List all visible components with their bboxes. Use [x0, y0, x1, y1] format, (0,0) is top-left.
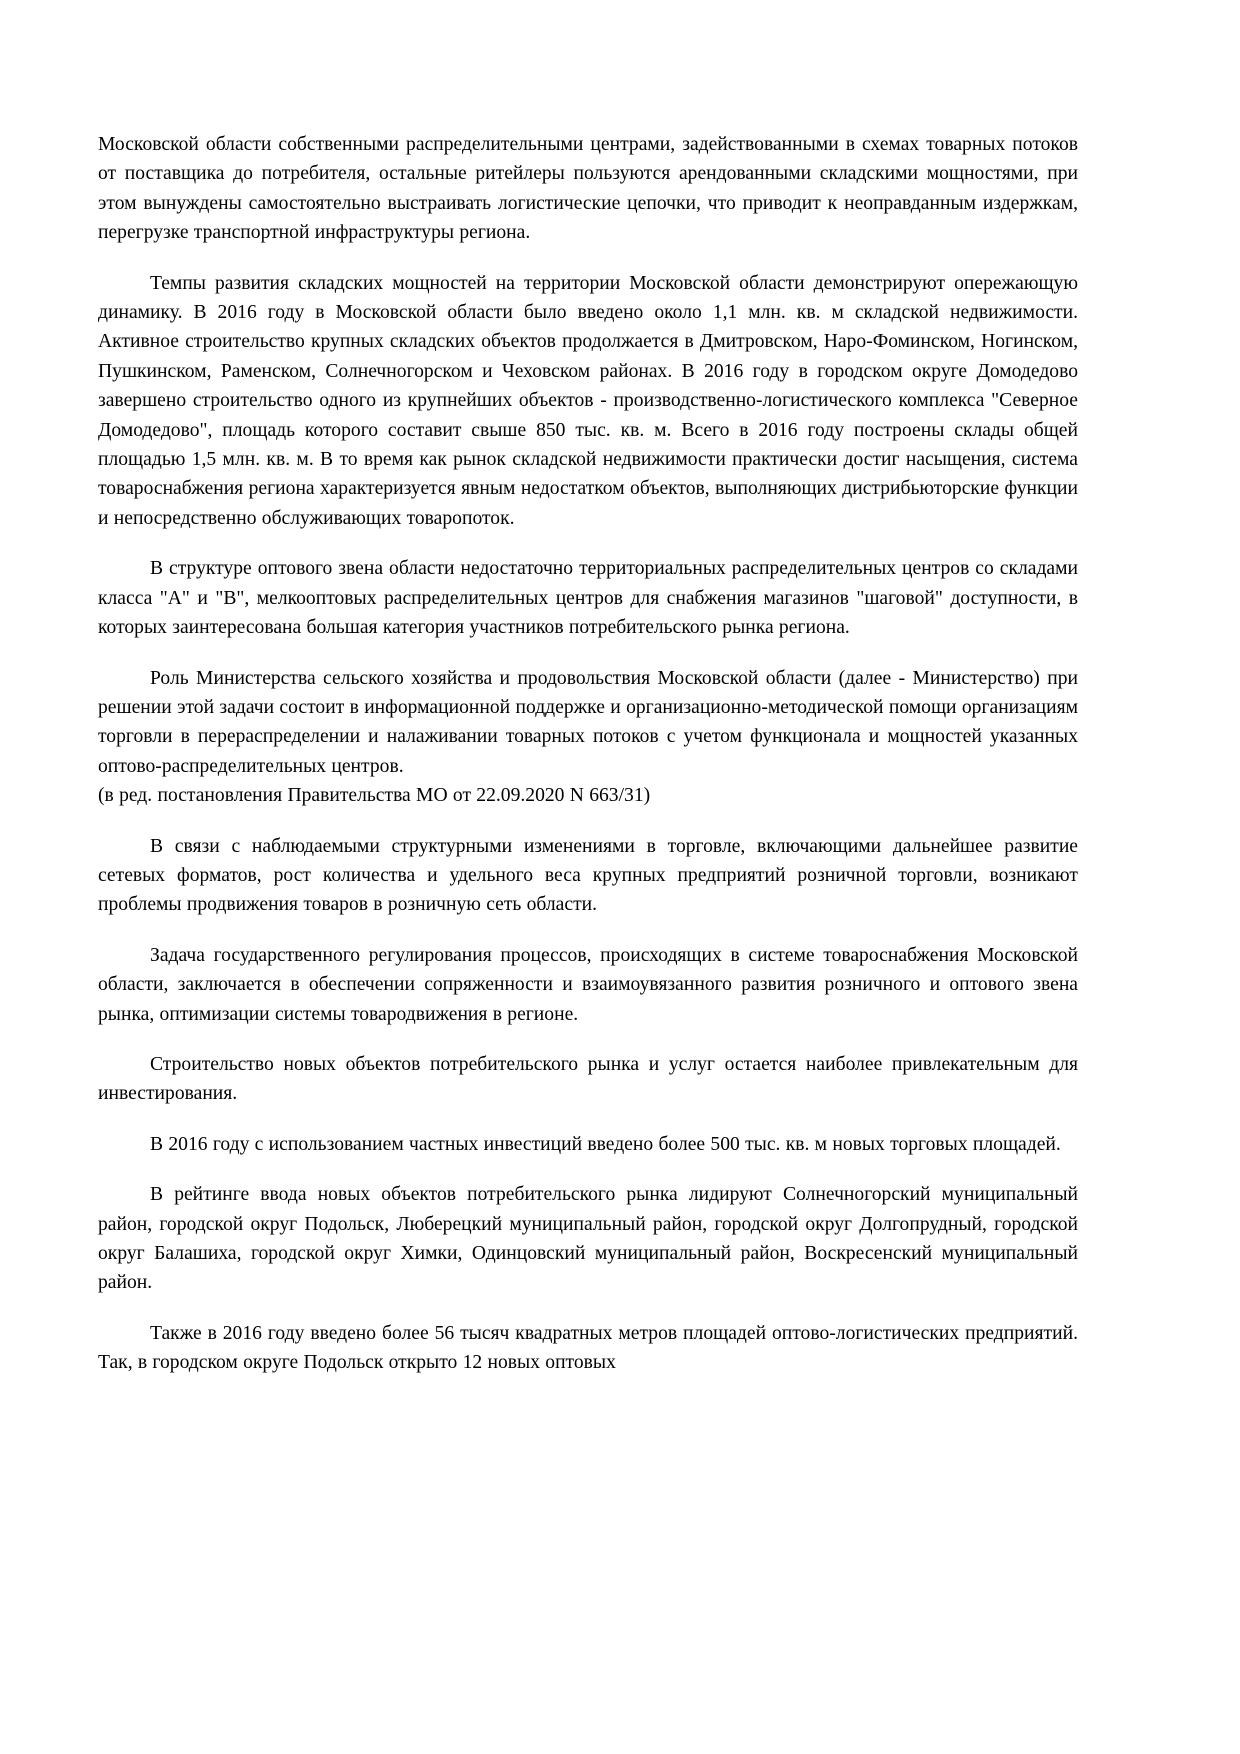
paragraph-structural-changes: В связи с наблюдаемыми структурными изменениями в торговле, включающими дальнейшее развитие сетевых форматов, рост количества и удельного веса крупных предприятий розничной торговли, возникают проблемы продвижения товаров в розничную сеть области. [98, 835, 1078, 916]
paragraph-wholesale-structure: В структуре оптового звена области недостаточно территориальных распределительных центров со складами класса "А" и "В", мелкооптовых распределительных центров для снабжения магазинов "шаговой" доступности, в которых заинтересована большая категория участников потребительского рынка региона. [98, 558, 1078, 639]
paragraph-ministry-role: Роль Министерства сельского хозяйства и продовольствия Московской области (далее - Министерство) при решении этой задачи состоит в информационной поддержке и организационно-методической помощи организациям торговли в перераспределении и налаживании товарных потоков с учетом функционала и мощностей указанных оптово-распределительных центров. [98, 667, 1078, 777]
paragraph-new-construction: Строительство новых объектов потребительского рынка и услуг остается наиболее привлекательным для инвестирования. [98, 1053, 1078, 1105]
document-text-body [98, 130, 1078, 1378]
paragraph-warehouse-capacity: Темпы развития складских мощностей на территории Московской области демонстрируют опережающую динамику. В 2016 году в Московской области было введено около 1,1 млн. кв. м складской недвижимости. Активное строительство крупных складских объектов продолжается в Дмитровском, Наро-Фоминском, Ногинском, Пушкинском, Раменском, Солнечногорском и Чеховском районах. В 2016 году в городском округе Домодедово завершено строительство одного из крупнейших объектов - производственно-логистического комплекса "Северное Домодедово", площадь которого составит свыше 850 тыс. кв. м. Всего в 2016 году построены склады общей площадью 1,5 млн. кв. м. В то время как рынок складской недвижимости практически достиг насыщения, система товароснабжения региона характеризуется явным недостатком объектов, выполняющих дистрибьюторские функции и непосредственно обслуживающих товаропоток. [98, 272, 1078, 529]
paragraph-continued-opening: Московской области собственными распределительными центрами, задействованными в схемах товарных потоков от поставщика до потребителя, остальные ритейлеры пользуются арендованными складскими мощностями, при этом вынуждены самостоятельно выстраивать логистические цепочки, что приводит к неоправданным издержкам, перегрузке транспортной инфраструктуры региона. [98, 134, 1078, 244]
paragraph-wholesale-logistics: Также в 2016 году введено более 56 тысяч квадратных метров площадей оптово-логистических предприятий. Так, в городском округе Подольск открыто 12 новых оптовых [98, 1322, 1078, 1374]
paragraph-state-regulation-task: Задача государственного регулирования процессов, происходящих в системе товароснабжения Московской области, заключается в обеспечении сопряженности и взаимоувязанного развития розничного и оптового звена рынка, оптимизации системы товародвижения в регионе. [98, 944, 1078, 1025]
paragraph-rating-leaders: В рейтинге ввода новых объектов потребительского рынка лидируют Солнечногорский муниципальный район, городской округ Подольск, Люберецкий муниципальный район, городской округ Долгопрудный, городской округ Балашиха, городской округ Химки, Одинцовский муниципальный район, Воскресенский муниципальный район. [98, 1184, 1078, 1294]
amendment-citation: (в ред. постановления Правительства МО от 22.09.2020 N 663/31) [98, 785, 651, 807]
paragraph-private-investment: В 2016 году с использованием частных инвестиций введено более 500 тыс. кв. м новых торговых площадей. [150, 1133, 1061, 1155]
